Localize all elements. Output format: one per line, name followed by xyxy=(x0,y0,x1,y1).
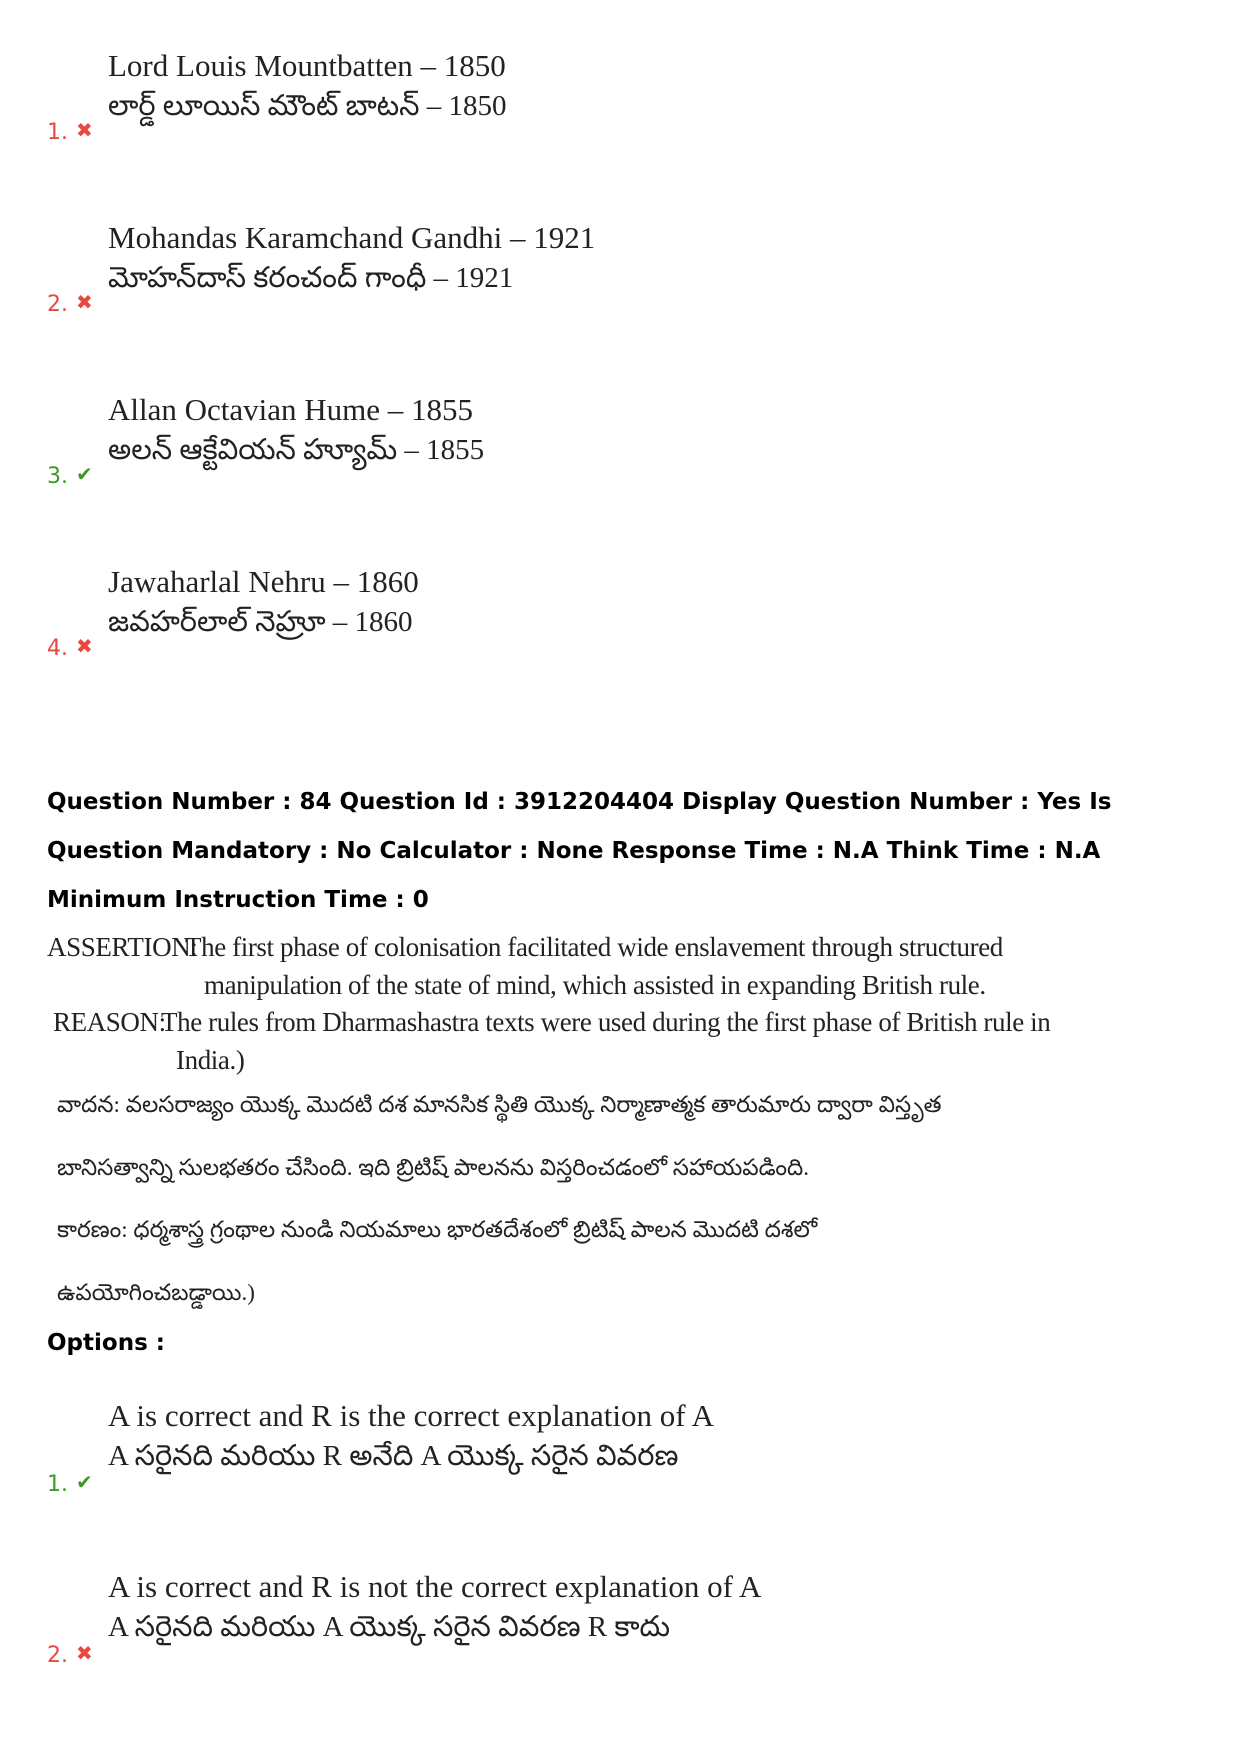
option-number: 2. xyxy=(47,1643,68,1668)
option-text-te: అలన్ ఆక్టేవియన్ హ్యూమ్ – 1855 xyxy=(108,434,485,466)
option-number: 4. xyxy=(47,636,68,661)
question-meta: Question Number : 84 Question Id : 3912204404 Display Question Number : Yes Is Question Mandatory : No Calculator : None Response Time : N.A Think Time : N.A Minimum Instruction Time : 0 xyxy=(47,789,1112,913)
reason-line-2: India.) xyxy=(176,1045,245,1075)
option-text-en: Lord Louis Mountbatten – 1850 xyxy=(108,48,506,83)
option-text-te: జవహర్‌లాల్ నెహ్రూ – 1860 xyxy=(108,606,413,638)
option-text-en: Allan Octavian Hume – 1855 xyxy=(108,392,474,427)
correct-check-icon: ✔ xyxy=(76,462,93,486)
option-text-en: A is correct and R is not the correct explanation of A xyxy=(108,1569,762,1604)
correct-check-icon: ✔ xyxy=(76,1470,93,1494)
wrong-cross-icon: ✖ xyxy=(76,634,93,658)
assertion-label: ASSERTION: xyxy=(47,932,198,962)
option-text-te: లార్డ్ లూయిస్ మౌంట్ బాటన్ – 1850 xyxy=(108,90,507,122)
telugu-line-1: వాదన: వలసరాజ్యం యొక్క మొదటి దశ మానసిక స్థితి యొక్క నిర్మాణాత్మక తారుమారు ద్వారా విస్తృత xyxy=(57,1092,942,1117)
options-label: Options : xyxy=(47,1330,165,1356)
option-text-te: A సరైనది మరియు A యొక్క సరైన వివరణ R కాదు xyxy=(108,1611,671,1643)
telugu-line-3: కారణం: ధర్మశాస్త్ర గ్రంథాల నుండి నియమాలు భారతదేశంలో బ్రిటిష్ పాలన మొదటి దశలో xyxy=(57,1217,818,1242)
option-number: 3. xyxy=(47,464,68,489)
option-number: 1. xyxy=(47,1472,68,1497)
reason-line-1: The rules from Dharmashastra texts were used during the first phase of British rule in xyxy=(161,1007,1051,1037)
option-number: 1. xyxy=(47,120,68,145)
assertion-line-1: The first phase of colonisation facilitated wide enslavement through structured xyxy=(185,932,1003,962)
wrong-cross-icon: ✖ xyxy=(76,1641,93,1665)
option-number: 2. xyxy=(47,292,68,317)
telugu-line-2: బానిసత్వాన్ని సులభతరం చేసింది. ఇది బ్రిటిష్ పాలనను విస్తరించడంలో సహాయపడింది. xyxy=(57,1155,809,1180)
wrong-cross-icon: ✖ xyxy=(76,118,93,142)
option-text-te: మోహన్‌దాస్ కరంచంద్ గాంధీ – 1921 xyxy=(108,262,514,294)
wrong-cross-icon: ✖ xyxy=(76,290,93,314)
option-text-en: A is correct and R is the correct explanation of A xyxy=(108,1398,715,1433)
telugu-line-4: ఉపయోగించబడ్డాయి.) xyxy=(57,1280,255,1305)
reason-label: REASON: xyxy=(53,1007,166,1037)
option-text-en: Mohandas Karamchand Gandhi – 1921 xyxy=(108,220,596,255)
option-text-en: Jawaharlal Nehru – 1860 xyxy=(108,564,419,599)
assertion-line-2: manipulation of the state of mind, which assisted in expanding British rule. xyxy=(204,970,986,1000)
option-text-te: A సరైనది మరియు R అనేది A యొక్క సరైన వివరణ xyxy=(108,1440,679,1472)
